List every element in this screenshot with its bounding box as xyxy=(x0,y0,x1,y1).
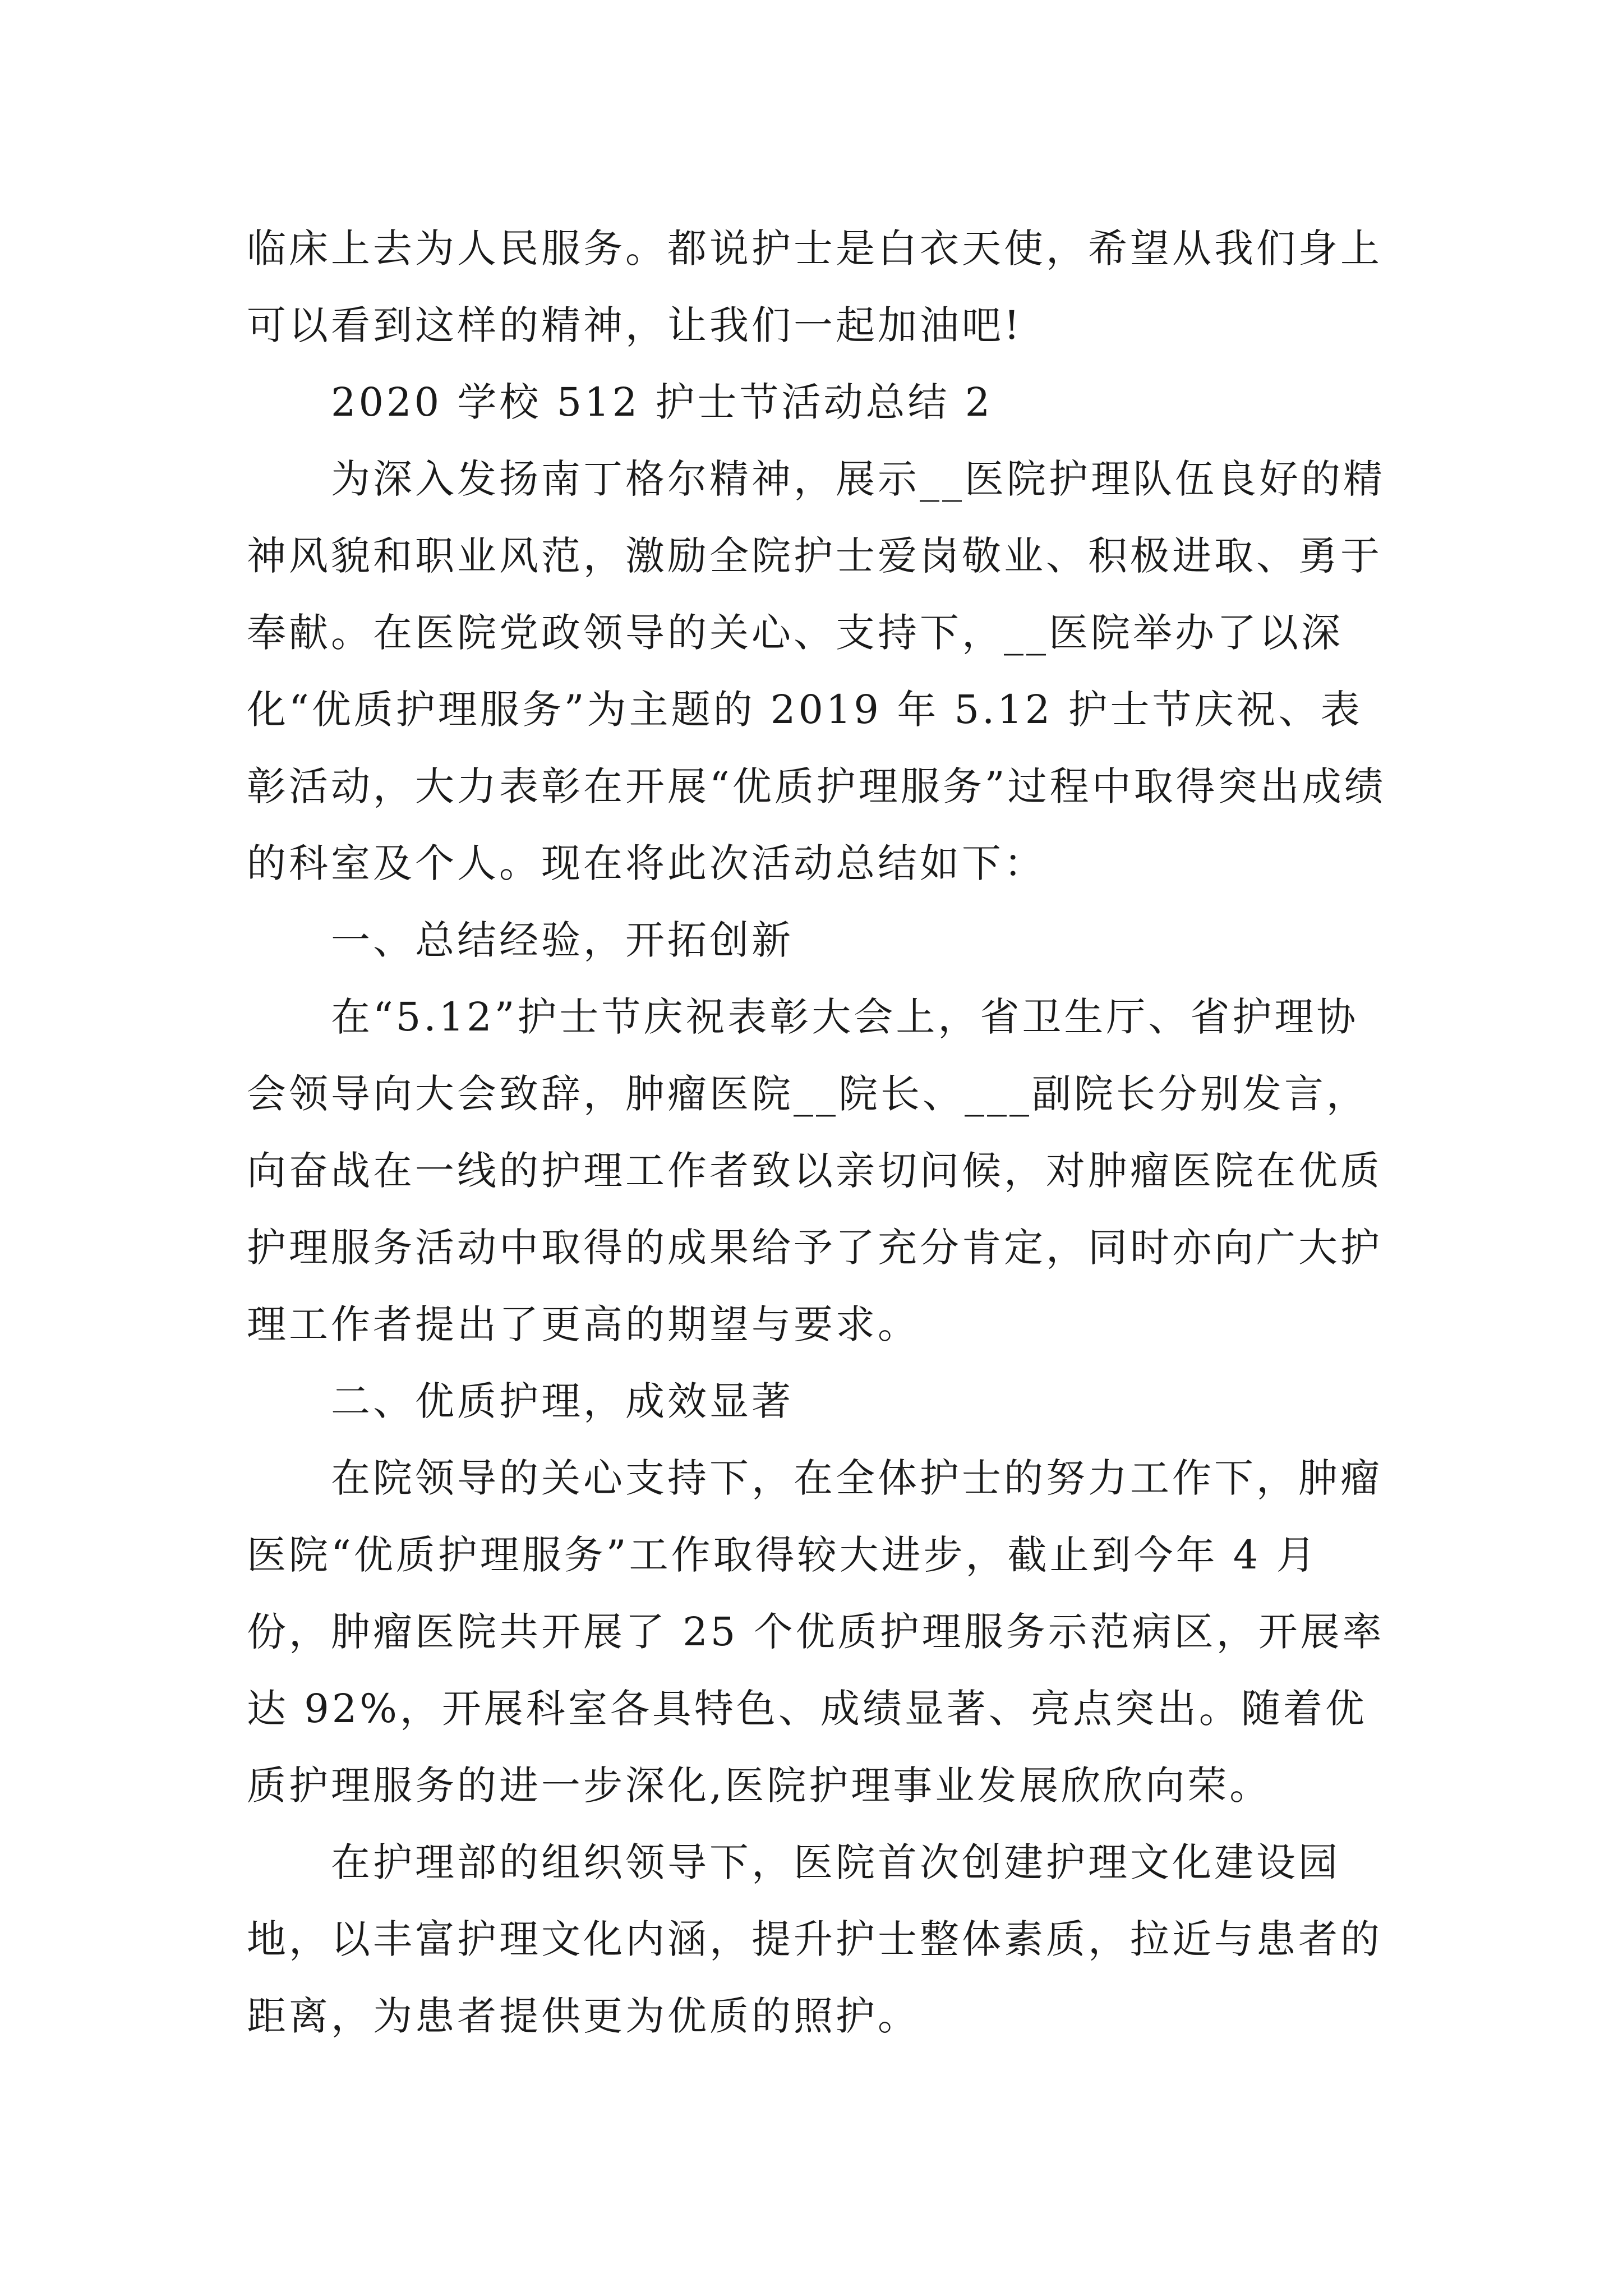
paragraph-culture: 在护理部的组织领导下，医院首次创建护理文化建设园地，以丰富护理文化内涵，提升护士整体素质，拉近与患者的距离，为患者提供更为优质的照护。 xyxy=(247,1839,1382,2039)
paragraph-continuation: 临床上去为人民服务。都说护士是白衣天使，希望从我们身上可以看到这样的精神，让我们一起加油吧! xyxy=(247,226,1382,348)
document-body xyxy=(247,210,1391,2055)
paragraph-quality-care: 在院领导的关心支持下，在全体护士的努力工作下，肿瘤医院“优质护理服务”工作取得较大进步，截止到今年 4 月份，肿瘤医院共开展了 25 个优质护理服务示范病区，开展率达 92%，开展科室各具特色、成绩显著、亮点突出。随着优质护理服务的进一步深化,医院护理事业发展欣欣向荣。 xyxy=(247,1455,1385,1809)
paragraph-ceremony: 在“5.12”护士节庆祝表彰大会上，省卫生厅、省护理协会领导向大会致辞，肿瘤医院__院长、___副院长分别发言，向奋战在一线的护理工作者致以亲切问候，对肿瘤医院在优质护理服务活动中取得的成果给予了充分肯定，同时亦向广大护理工作者提出了更高的期望与要求。 xyxy=(247,994,1382,1347)
paragraph-intro: 为深入发扬南丁格尔精神，展示__医院护理队伍良好的精神风貌和职业风范，激励全院护士爱岗敬业、积极进取、勇于奉献。在医院党政领导的关心、支持下，__医院举办了以深化“优质护理服务”为主题的 2019 年 5.12 护士节庆祝、表彰活动，大力表彰在开展“优质护理服务”过程中取得突出成绩的科室及个人。现在将此次活动总结如下： xyxy=(247,456,1386,886)
heading-one: 一、总结经验，开拓创新 xyxy=(331,917,794,963)
heading-two: 二、优质护理，成效显著 xyxy=(331,1378,794,1424)
section-title: 2020 学校 512 护士节活动总结 2 xyxy=(331,379,993,425)
